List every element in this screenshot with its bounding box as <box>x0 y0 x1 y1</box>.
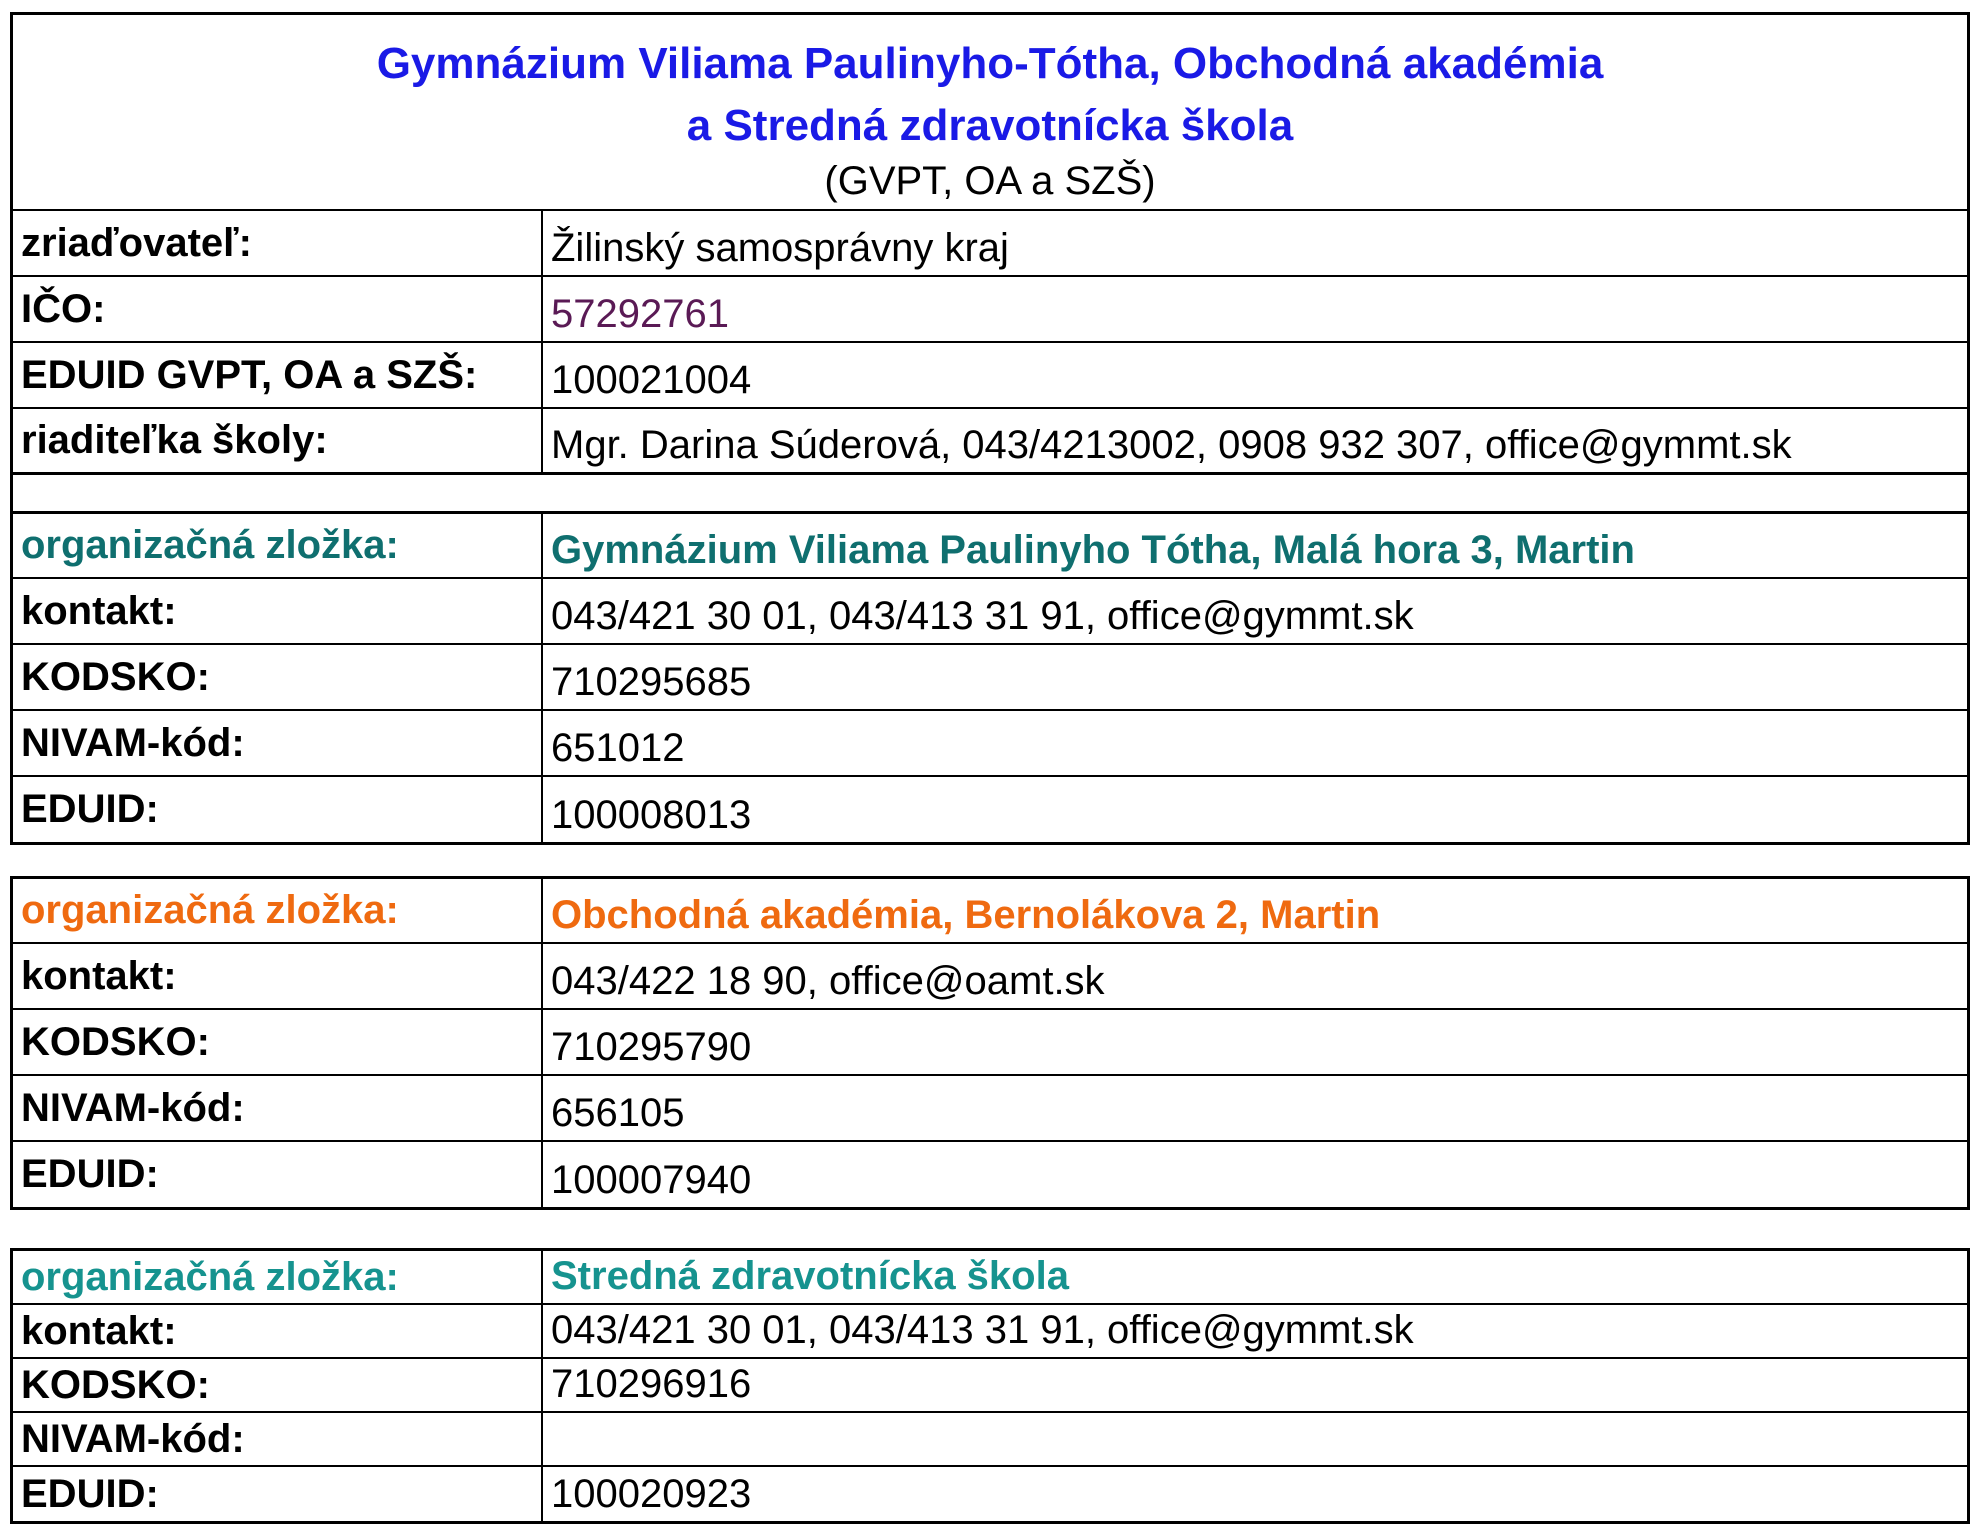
nivam-label: NIVAM-kód: <box>13 1413 543 1465</box>
ico-value: 57292761 <box>551 292 729 336</box>
eduid-value: 100008013 <box>551 793 752 837</box>
unit-value: Gymnázium Viliama Paulinyho Tótha, Malá hora 3, Martin <box>551 528 1635 572</box>
founder-row <box>13 211 1967 277</box>
contact-value: 043/421 30 01, 043/413 31 91, office@gymmt.sk <box>551 1308 1414 1352</box>
ico-row <box>13 277 1967 343</box>
unit-table-szs <box>10 1248 1970 1524</box>
school-info-table <box>10 12 1970 845</box>
unit-label: organizačná zložka: <box>13 1251 543 1303</box>
eduid-label: EDUID: <box>13 1142 543 1207</box>
unit-table-oa <box>10 876 1970 1210</box>
director-value: Mgr. Darina Súderová, 043/4213002, 0908 932 307, office@gymmt.sk <box>551 423 1792 467</box>
eduid-value: 100020923 <box>551 1472 752 1516</box>
unit-row <box>13 879 1967 944</box>
nivam-value: 656105 <box>551 1091 685 1135</box>
nivam-value <box>543 1413 1967 1465</box>
kodsko-label: KODSKO: <box>13 1010 543 1074</box>
kodsko-value: 710295685 <box>551 660 752 704</box>
kodsko-value: 710295790 <box>551 1025 752 1069</box>
eduid-main-value: 100021004 <box>551 358 752 402</box>
eduid-row <box>13 1467 1967 1521</box>
eduid-label: EDUID: <box>13 777 543 842</box>
unit-row <box>13 1251 1967 1305</box>
contact-label: kontakt: <box>13 944 543 1008</box>
unit-row <box>13 514 1967 579</box>
kodsko-row <box>13 645 1967 711</box>
contact-label: kontakt: <box>13 1305 543 1357</box>
nivam-label: NIVAM-kód: <box>13 711 543 775</box>
nivam-row <box>13 711 1967 777</box>
unit-label: organizačná zložka: <box>13 879 543 942</box>
ico-label: IČO: <box>13 277 543 341</box>
founder-value: Žilinský samosprávny kraj <box>551 226 1009 270</box>
kodsko-label: KODSKO: <box>13 645 543 709</box>
unit-label: organizačná zložka: <box>13 514 543 577</box>
unit-value: Obchodná akadémia, Bernolákova 2, Martin <box>551 893 1381 937</box>
school-abbreviation: (GVPT, OA a SZŠ) <box>824 159 1156 203</box>
contact-value: 043/421 30 01, 043/413 31 91, office@gymmt.sk <box>551 594 1414 638</box>
founder-label: zriaďovateľ: <box>13 211 543 275</box>
kodsko-row <box>13 1010 1967 1076</box>
contact-row <box>13 944 1967 1010</box>
contact-row <box>13 1305 1967 1359</box>
contact-row <box>13 579 1967 645</box>
kodsko-value: 710296916 <box>551 1362 752 1406</box>
unit-value: Stredná zdravotnícka škola <box>551 1254 1069 1298</box>
nivam-value: 651012 <box>551 726 685 770</box>
eduid-label: EDUID: <box>13 1467 543 1521</box>
spacer-row <box>13 475 1967 514</box>
kodsko-row <box>13 1359 1967 1413</box>
eduid-row <box>13 1142 1967 1207</box>
contact-value: 043/422 18 90, office@oamt.sk <box>551 959 1105 1003</box>
eduid-main-label: EDUID GVPT, OA a SZŠ: <box>13 343 543 407</box>
contact-label: kontakt: <box>13 579 543 643</box>
eduid-row <box>13 777 1967 842</box>
school-title-line2: a Stredná zdravotnícka škola <box>686 101 1294 150</box>
nivam-row <box>13 1076 1967 1142</box>
director-label: riaditeľka školy: <box>13 409 543 472</box>
school-title-line1: Gymnázium Viliama Paulinyho-Tótha, Obchodná akadémia <box>376 39 1604 88</box>
kodsko-label: KODSKO: <box>13 1359 543 1411</box>
nivam-row <box>13 1413 1967 1467</box>
eduid-value: 100007940 <box>551 1158 752 1202</box>
school-header <box>13 15 1967 211</box>
director-row <box>13 409 1967 475</box>
nivam-label: NIVAM-kód: <box>13 1076 543 1140</box>
eduid-main-row <box>13 343 1967 409</box>
